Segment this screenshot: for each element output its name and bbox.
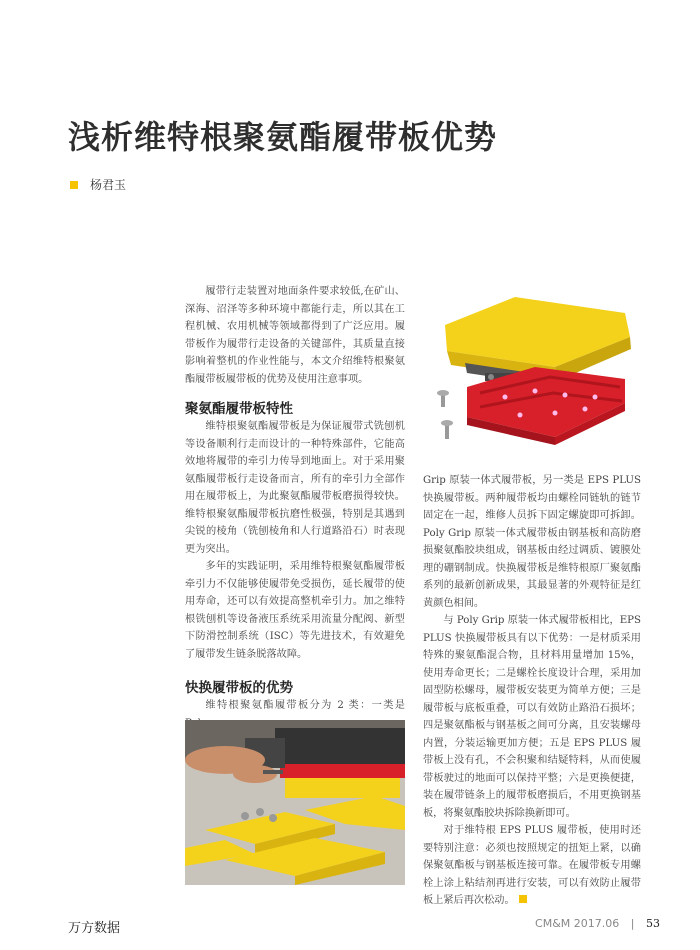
track-pad-installation-figure xyxy=(185,720,405,885)
intro-paragraph: 履带行走装置对地面条件要求较低,在矿山、深海、沼泽等多种环境中都能行走，所以其在工程机械、农用机械等领域都得到了广泛应用。履带板作为履带行走设备的关键部件，其质量直接影响着整机的作业性能与，本文介绍维特根聚氨酯履带板履带板的优势及使用注意事项。 xyxy=(185,286,405,385)
end-mark-icon xyxy=(519,895,527,903)
page-number: 53 xyxy=(646,917,660,930)
section2-paragraph-1-start: 维特根聚氨酯履带板分为 2 类：一类是 xyxy=(205,700,405,711)
footer-issue: CM&M 2017.06 xyxy=(535,917,620,930)
section2-paragraph-1-cont: Grip 原装一体式履带板，另一类是 EPS PLUS 快换履带板。两种履带板均由螺栓同链轨的链节固定在一起，维修人员拆下固定螺旋即可拆卸。Poly Grip 原装一体式履带板由钢基板和高防磨损聚氨酯胶块组成，钢基板由经过调质、镀膜处理的硼钢制成。快换履带板是维特根原厂聚氨酯系列的最新创新成果，其最显著的外观特征是红黄颜色相间。 xyxy=(423,475,641,609)
section2-paragraph-2: 与 Poly Grip 原装一体式履带板相比，EPS PLUS 快换履带板具有以下优势：一是材质采用特殊的聚氨酯混合物，且材料用量增加 15%，使用寿命更长；二是螺栓长度设计合理，采用加固型防松螺母，履带板安装更为简单方便；三是履带板与底板重叠，可以有效防止路沿石损坏；四是聚氨酯板与钢基板之间可分离，且安装螺母内置，分装运输更加方便；五是 EPS PLUS 履带板上没有孔，不会积聚和结疑特料，从而使履带板驶过的地面可以保持平整；六是更换便捷，装在履带链条上的履带板磨损后，不用更换钢基板，将聚氨酯胶块拆除换新即可。 xyxy=(423,615,642,819)
section1-paragraph-1: 维特根聚氨酯履带板是为保证履带式铣刨机等设备顺利行走而设计的一种特殊部件，它能高效地将履带的牵引力传导到地面上。对于采用聚氨酯履带板行走设备而言，所有的牵引力全部作用在履带板上，为此聚氨酯履带板磨损得较快。维特根聚氨酯履带板抗磨性极强，特别是其遇到尖锐的棱角（铣刨棱角和人行道路沿石）时表现更为突出。 xyxy=(185,421,405,555)
author-line xyxy=(70,176,126,193)
article-title: 浅析维特根聚氨酯履带板优势 xyxy=(68,118,498,156)
footer-separator: | xyxy=(630,917,635,930)
track-pad-exploded-figure xyxy=(425,285,655,457)
footer-brand: 万方数据 xyxy=(68,921,121,936)
author-name: 杨君玉 xyxy=(90,178,127,192)
left-column xyxy=(185,283,405,732)
right-column xyxy=(423,472,641,910)
section2-paragraph-3: 对于维特根 EPS PLUS 履带板，使用时还要特别注意：必须也按照规定的扭矩上紧，以确保聚氨酯板与钢基板连接可靠。在履带板专用螺栓上涂上粘结剂再进行安装，可以有效防止履带板上紧后再次松动。 xyxy=(423,825,641,906)
section1-paragraph-2: 多年的实践证明，采用维特根聚氨酯履带板牵引力不仅能够使履带免受损伤，延长履带的使用寿命，还可以有效提高整机牵引力。加之维特根铣刨机等设备液压系统采用流量分配阀、新型下防滑控制系统（ISC）等先进技术，有效避免了履带发生链条脱落故障。 xyxy=(185,561,405,660)
section1-heading: 聚氨酯履带板特性 xyxy=(185,401,293,417)
bullet-square-icon xyxy=(70,181,78,189)
section2-heading: 快换履带板的优势 xyxy=(185,680,293,696)
footer-issue-info xyxy=(535,917,660,930)
